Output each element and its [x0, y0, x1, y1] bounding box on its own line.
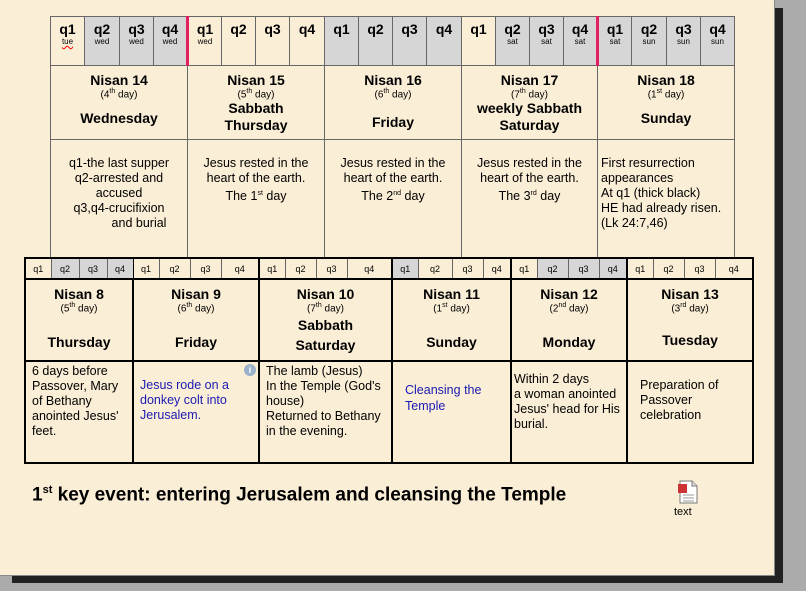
quarter-cell: q3 wed — [120, 17, 154, 66]
quarter-cell: q3 — [452, 258, 483, 279]
quarter-cell: q1 — [325, 17, 359, 66]
quarter-cell: q3 — [256, 17, 290, 66]
info-icon[interactable]: i — [244, 364, 256, 376]
quarter-cell: q4 — [483, 258, 511, 279]
quarter-cell: q1 sat — [598, 17, 632, 66]
day-header-nisan-15: Nisan 15 (5th day) Sabbath Thursday — [188, 66, 325, 140]
quarter-cell: q3 — [190, 258, 221, 279]
quarter-cell: q1 — [511, 258, 537, 279]
day-description: Preparation of Passover celebration — [627, 361, 753, 463]
quarter-cell: q4 — [715, 258, 753, 279]
page-shadow-bottom — [12, 576, 783, 583]
day-header-nisan-8: Nisan 8 (5th day) Thursday — [25, 279, 133, 361]
day-header-nisan-13: Nisan 13 (3rd day) Tuesday — [627, 279, 753, 361]
bottom-description-row — [25, 361, 753, 463]
quarter-cell: q3 — [393, 17, 427, 66]
bottom-quarter-row — [25, 258, 753, 279]
quarter-cell: q1 — [259, 258, 285, 279]
top-day-row — [51, 66, 735, 140]
day-description: Jesus rested in the heart of the earth. The 3rd day — [462, 140, 598, 261]
day-description: 6 days before Passover, Mary of Bethany anointed Jesus' feet. — [25, 361, 133, 463]
quarter-cell: q4 wed — [154, 17, 188, 66]
day-description: Cleansing the Temple — [392, 361, 511, 463]
quarter-cell: q1 — [133, 258, 159, 279]
quarter-cell: q2 — [159, 258, 190, 279]
quarter-cell: q2 — [285, 258, 316, 279]
day-header-nisan-14: Nisan 14 (4th day) Wednesday — [51, 66, 188, 140]
quarter-cell: q1 — [25, 258, 51, 279]
quarter-cell: q1 tue — [51, 17, 85, 66]
quarter-cell: q4 sun — [701, 17, 735, 66]
day-header-nisan-12: Nisan 12 (2nd day) Monday — [511, 279, 627, 361]
quarter-cell: q3 sun — [667, 17, 701, 66]
quarter-cell: q1 — [462, 17, 496, 66]
quarter-cell: q1 wed — [188, 17, 222, 66]
key-event-caption: 1st key event: entering Jerusalem and cleansing the Temple — [32, 484, 567, 506]
quarter-cell: q2 sat — [496, 17, 530, 66]
top-description-row — [51, 140, 735, 261]
quarter-cell: q2 — [418, 258, 452, 279]
quarter-cell: q2 wed — [85, 17, 120, 66]
top-quarter-row — [51, 17, 735, 66]
bottom-day-row — [25, 279, 753, 361]
quarter-cell: q1 — [627, 258, 653, 279]
quarter-cell: q4 — [290, 17, 325, 66]
quarter-cell: q3 — [316, 258, 347, 279]
quarter-cell: q3 sat — [530, 17, 564, 66]
quarter-cell: q4 — [107, 258, 133, 279]
quarter-cell: q3 — [568, 258, 599, 279]
quarter-cell: q2 sun — [632, 17, 667, 66]
day-description: Jesus rested in the heart of the earth. The 1st day — [188, 140, 325, 261]
day-header-nisan-11: Nisan 11 (1st day) Sunday — [392, 279, 511, 361]
text-file-icon[interactable] — [677, 480, 699, 504]
quarter-cell: q4 — [347, 258, 392, 279]
day-description: The lamb (Jesus) In the Temple (God's house) Returned to Bethany in the evening. — [259, 361, 392, 463]
day-description: Jesus rested in the heart of the earth. The 2nd day — [325, 140, 462, 261]
quarter-cell: q3 — [79, 258, 107, 279]
day-header-nisan-18: Nisan 18 (1st day) Sunday — [598, 66, 735, 140]
day-description: i Jesus rode on a donkey colt into Jerusalem. — [133, 361, 259, 463]
quarter-cell: q4 — [221, 258, 259, 279]
day-description: First resurrection appearances At q1 (thick black) HE had already risen. (Lk 24:7,46) — [598, 140, 735, 261]
page-shadow-right — [775, 8, 783, 583]
quarter-cell: q2 — [51, 258, 79, 279]
quarter-cell: q3 — [684, 258, 715, 279]
bottom-timeline-table — [24, 257, 754, 464]
quarter-cell: q4 — [427, 17, 462, 66]
quarter-cell: q2 — [359, 17, 393, 66]
quarter-cell: q4 sat — [564, 17, 598, 66]
file-label[interactable]: text — [674, 506, 692, 518]
day-description: Within 2 days a woman anointed Jesus' head for His burial. — [511, 361, 627, 463]
top-timeline-table — [50, 16, 735, 261]
day-description: q1-the last supper q2-arrested and accused q3,q4-crucifixion and burial — [51, 140, 188, 261]
quarter-cell: q2 — [537, 258, 568, 279]
quarter-cell: q2 — [222, 17, 256, 66]
day-header-nisan-16: Nisan 16 (6th day) Friday — [325, 66, 462, 140]
day-header-nisan-9: Nisan 9 (6th day) Friday — [133, 279, 259, 361]
quarter-cell: q1 — [392, 258, 418, 279]
quarter-cell: q2 — [653, 258, 684, 279]
day-header-nisan-10: Nisan 10 (7th day) Sabbath Saturday — [259, 279, 392, 361]
day-header-nisan-17: Nisan 17 (7th day) weekly Sabbath Saturday — [462, 66, 598, 140]
quarter-cell: q4 — [599, 258, 627, 279]
